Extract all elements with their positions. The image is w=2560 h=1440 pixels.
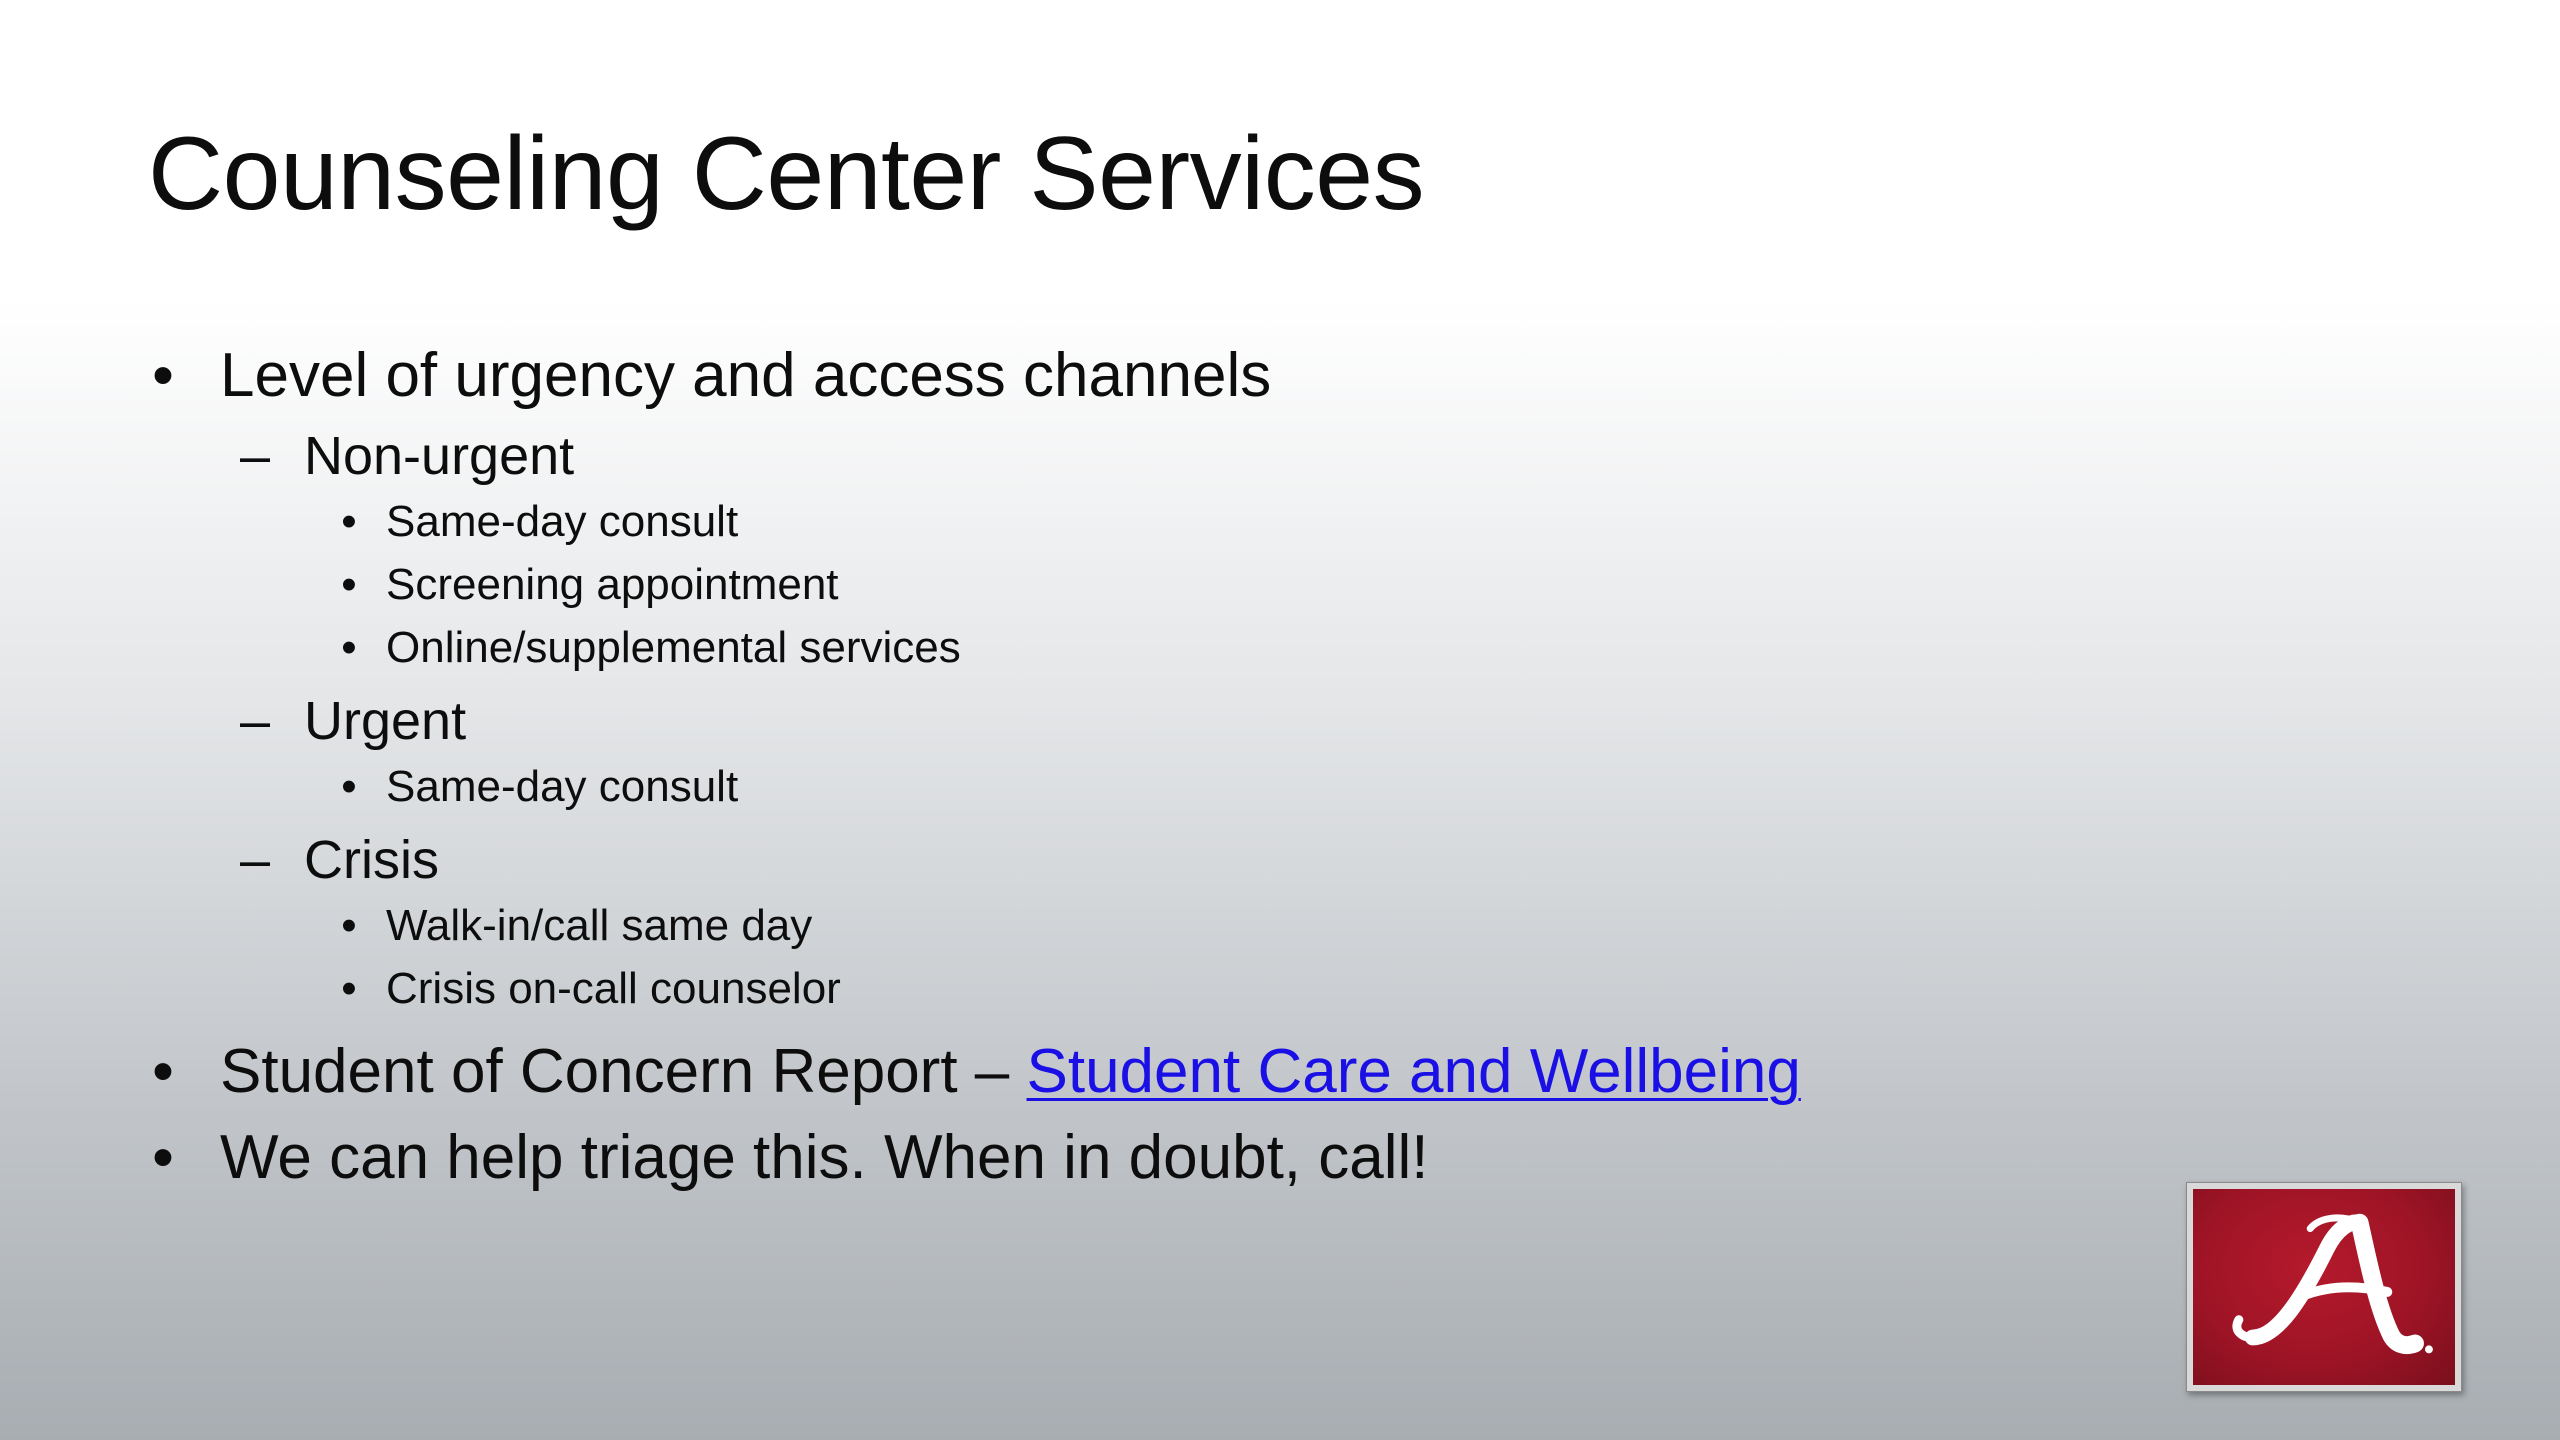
script-a-icon [2193,1189,2455,1385]
item-text: Online/supplemental services [386,623,961,672]
item-same-day-consult [148,755,2148,818]
item-online-services [148,616,2148,679]
item-text: Crisis on-call counselor [386,964,841,1013]
subbullet-text: Non-urgent [304,426,575,486]
item-crisis-counselor [148,957,2148,1020]
dash-marker: – [240,830,271,890]
subbullet-text: Urgent [304,691,467,751]
bullet-student-of-concern [148,1034,2148,1110]
bullet-marker: • [152,1037,174,1106]
subbullet-text: Crisis [304,830,439,890]
subbullet-non-urgent [148,422,2148,490]
bullet-text: Level of urgency and access channels [220,341,1272,410]
item-text: Same-day consult [386,497,739,546]
bullet-text: Student of Concern Report – [220,1037,1027,1106]
bullet-marker: • [152,1123,174,1192]
university-logo [2186,1182,2462,1392]
bullet-marker: • [341,901,357,950]
item-walk-in-call [148,894,2148,957]
student-care-link[interactable]: Student Care and Wellbeing [1026,1037,1801,1106]
bullet-text: We can help triage this. When in doubt, call! [220,1123,1429,1192]
subbullet-crisis [148,826,2148,894]
slide-title: Counseling Center Services [148,116,1425,232]
bullet-marker: • [152,341,174,410]
subbullet-urgent [148,687,2148,755]
dash-marker: – [240,691,271,751]
item-screening-appointment [148,553,2148,616]
bullet-triage [148,1120,2148,1196]
bullet-urgency [148,338,2148,414]
bullet-marker: • [341,497,357,546]
slide-body [148,338,2148,1196]
bullet-marker: • [341,560,357,609]
dash-marker: – [240,426,271,486]
item-text: Same-day consult [386,762,739,811]
item-text: Screening appointment [386,560,839,609]
bullet-marker: • [341,623,357,672]
bullet-marker: • [341,964,357,1013]
logo-crimson-field [2193,1189,2455,1385]
item-text: Walk-in/call same day [386,901,813,950]
bullet-marker: • [341,762,357,811]
item-same-day-consult [148,490,2148,553]
